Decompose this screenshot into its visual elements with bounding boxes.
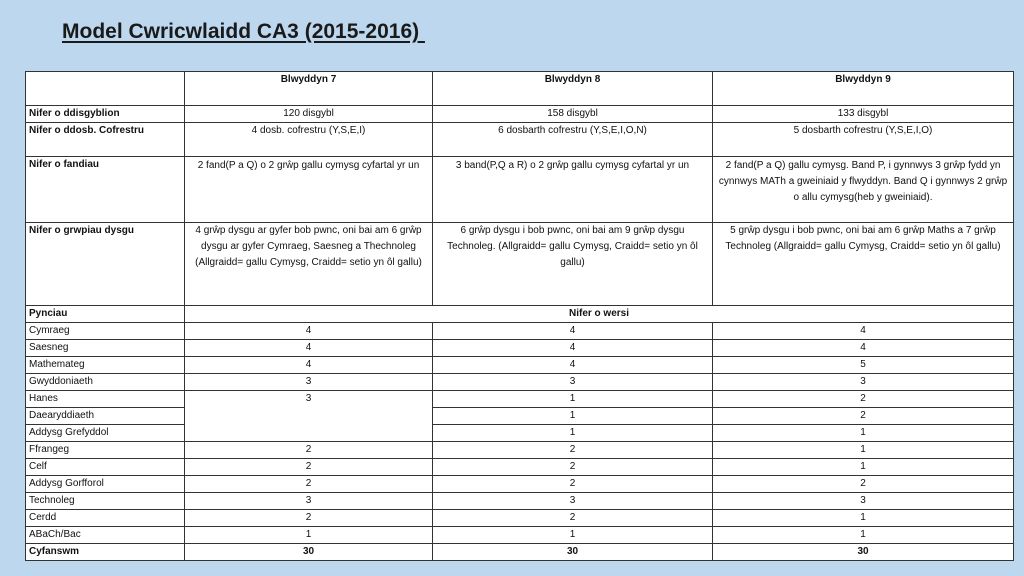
lessons-y8: 2 — [433, 510, 713, 527]
page-title: Model Cwricwlaidd CA3 (2015-2016) — [62, 20, 425, 43]
cell-y7: 4 grŵp dysgu ar gyfer bob pwnc, oni bai am 6 grŵp dysgu ar gyfer Cymraeg, Saesneg a Thechnoleg (Allgraidd= gallu Cymysg, Craidd= setio yn ôl gallu) — [185, 223, 433, 306]
subject-name: Mathemateg — [26, 357, 185, 374]
lessons-y7: 3 — [185, 493, 433, 510]
info-row-registration — [26, 123, 1014, 157]
cell-y9: 5 grŵp dysgu i bob pwnc, oni bai am 6 grŵp Maths a 7 grŵp Technoleg (Allgraidd= gallu Cymysg, Craidd= setio yn ôl gallu) — [713, 223, 1014, 306]
table-row — [26, 340, 1014, 357]
subject-name: Daearyddiaeth — [26, 408, 185, 425]
lessons-y8: 4 — [433, 357, 713, 374]
total-y9: 30 — [713, 544, 1014, 561]
column-header-y7: Blwyddyn 7 — [185, 72, 433, 106]
lessons-y9: 1 — [713, 442, 1014, 459]
lessons-y8: 1 — [433, 391, 713, 408]
lessons-y8: 4 — [433, 340, 713, 357]
lessons-y9: 1 — [713, 425, 1014, 442]
lessons-y8: 1 — [433, 408, 713, 425]
lessons-y9: 1 — [713, 510, 1014, 527]
column-header-y9: Blwyddyn 9 — [713, 72, 1014, 106]
lessons-y7: 2 — [185, 442, 433, 459]
table-row — [26, 323, 1014, 340]
total-y7: 30 — [185, 544, 433, 561]
cell-y7: 2 fand(P a Q) o 2 grŵp gallu cymysg cyfartal yr un — [185, 157, 433, 223]
lessons-y8: 1 — [433, 425, 713, 442]
row-label: Nifer o ddisgyblion — [26, 106, 185, 123]
lessons-y9: 1 — [713, 527, 1014, 544]
table-row — [26, 527, 1014, 544]
subject-name: Addysg Gorfforol — [26, 476, 185, 493]
cell-y8: 3 band(P,Q a R) o 2 grŵp gallu cymysg cyfartal yr un — [433, 157, 713, 223]
info-row-groups — [26, 223, 1014, 306]
cell-y8: 6 dosbarth cofrestru (Y,S,E,I,O,N) — [433, 123, 713, 157]
subject-name: Cerdd — [26, 510, 185, 527]
info-row-bands — [26, 157, 1014, 223]
lessons-y9: 4 — [713, 323, 1014, 340]
table-row — [26, 442, 1014, 459]
lessons-y9: 3 — [713, 374, 1014, 391]
cell-y9: 5 dosbarth cofrestru (Y,S,E,I,O) — [713, 123, 1014, 157]
cell-y9: 133 disgybl — [713, 106, 1014, 123]
info-row-pupils — [26, 106, 1014, 123]
subject-name: Gwyddoniaeth — [26, 374, 185, 391]
table-row — [26, 459, 1014, 476]
total-y8: 30 — [433, 544, 713, 561]
table-row — [26, 476, 1014, 493]
total-label: Cyfanswm — [26, 544, 185, 561]
lessons-y7: 2 — [185, 510, 433, 527]
lessons-y8: 2 — [433, 459, 713, 476]
lessons-y8: 4 — [433, 323, 713, 340]
lessons-y8: 3 — [433, 374, 713, 391]
subject-name: Ffrangeg — [26, 442, 185, 459]
lessons-y9: 4 — [713, 340, 1014, 357]
lessons-header: Nifer o wersi — [185, 306, 1014, 323]
subjects-header-label: Pynciau — [26, 306, 185, 323]
subject-name: ABaCh/Bac — [26, 527, 185, 544]
lessons-y9: 2 — [713, 408, 1014, 425]
lessons-y8: 3 — [433, 493, 713, 510]
lessons-y9: 2 — [713, 391, 1014, 408]
cell-y9: 2 fand(P a Q) gallu cymysg. Band P, i gynnwys 3 grŵp fydd yn cynnwys MATh a gweiniaid y flwyddyn. Band Q i gynnwys 2 grŵp o allu cymysg(heb y gweiniaid). — [713, 157, 1014, 223]
cell-y7: 120 disgybl — [185, 106, 433, 123]
cell-y8: 6 grŵp dysgu i bob pwnc, oni bai am 9 grŵp dysgu Technoleg. (Allgraidd= gallu Cymysg, Craidd= setio yn ôl gallu) — [433, 223, 713, 306]
table-row — [26, 357, 1014, 374]
subjects-header-row — [26, 306, 1014, 323]
subject-name: Addysg Grefyddol — [26, 425, 185, 442]
table-row — [26, 391, 1014, 408]
lessons-y7: 2 — [185, 476, 433, 493]
subject-name: Celf — [26, 459, 185, 476]
column-header-y8: Blwyddyn 8 — [433, 72, 713, 106]
curriculum-table — [25, 71, 1014, 561]
table-row — [26, 374, 1014, 391]
lessons-y7-humanities: 3 — [185, 391, 433, 442]
lessons-y7: 2 — [185, 459, 433, 476]
header-row — [26, 72, 1014, 106]
lessons-y7: 4 — [185, 323, 433, 340]
subject-name: Saesneg — [26, 340, 185, 357]
lessons-y7: 4 — [185, 357, 433, 374]
lessons-y9: 1 — [713, 459, 1014, 476]
subject-name: Cymraeg — [26, 323, 185, 340]
total-row — [26, 544, 1014, 561]
cell-y8: 158 disgybl — [433, 106, 713, 123]
lessons-y9: 2 — [713, 476, 1014, 493]
lessons-y8: 1 — [433, 527, 713, 544]
table-row — [26, 408, 1014, 425]
table-row — [26, 425, 1014, 442]
table-row — [26, 493, 1014, 510]
lessons-y8: 2 — [433, 476, 713, 493]
lessons-y7: 3 — [185, 374, 433, 391]
lessons-y8: 2 — [433, 442, 713, 459]
lessons-y9: 3 — [713, 493, 1014, 510]
subject-name: Technoleg — [26, 493, 185, 510]
lessons-y7: 1 — [185, 527, 433, 544]
row-label: Nifer o ddosb. Cofrestru — [26, 123, 185, 157]
subject-name: Hanes — [26, 391, 185, 408]
lessons-y7: 4 — [185, 340, 433, 357]
table-row — [26, 510, 1014, 527]
header-corner-cell — [26, 72, 185, 106]
row-label: Nifer o fandiau — [26, 157, 185, 223]
cell-y7: 4 dosb. cofrestru (Y,S,E,I) — [185, 123, 433, 157]
lessons-y9: 5 — [713, 357, 1014, 374]
row-label: Nifer o grwpiau dysgu — [26, 223, 185, 306]
